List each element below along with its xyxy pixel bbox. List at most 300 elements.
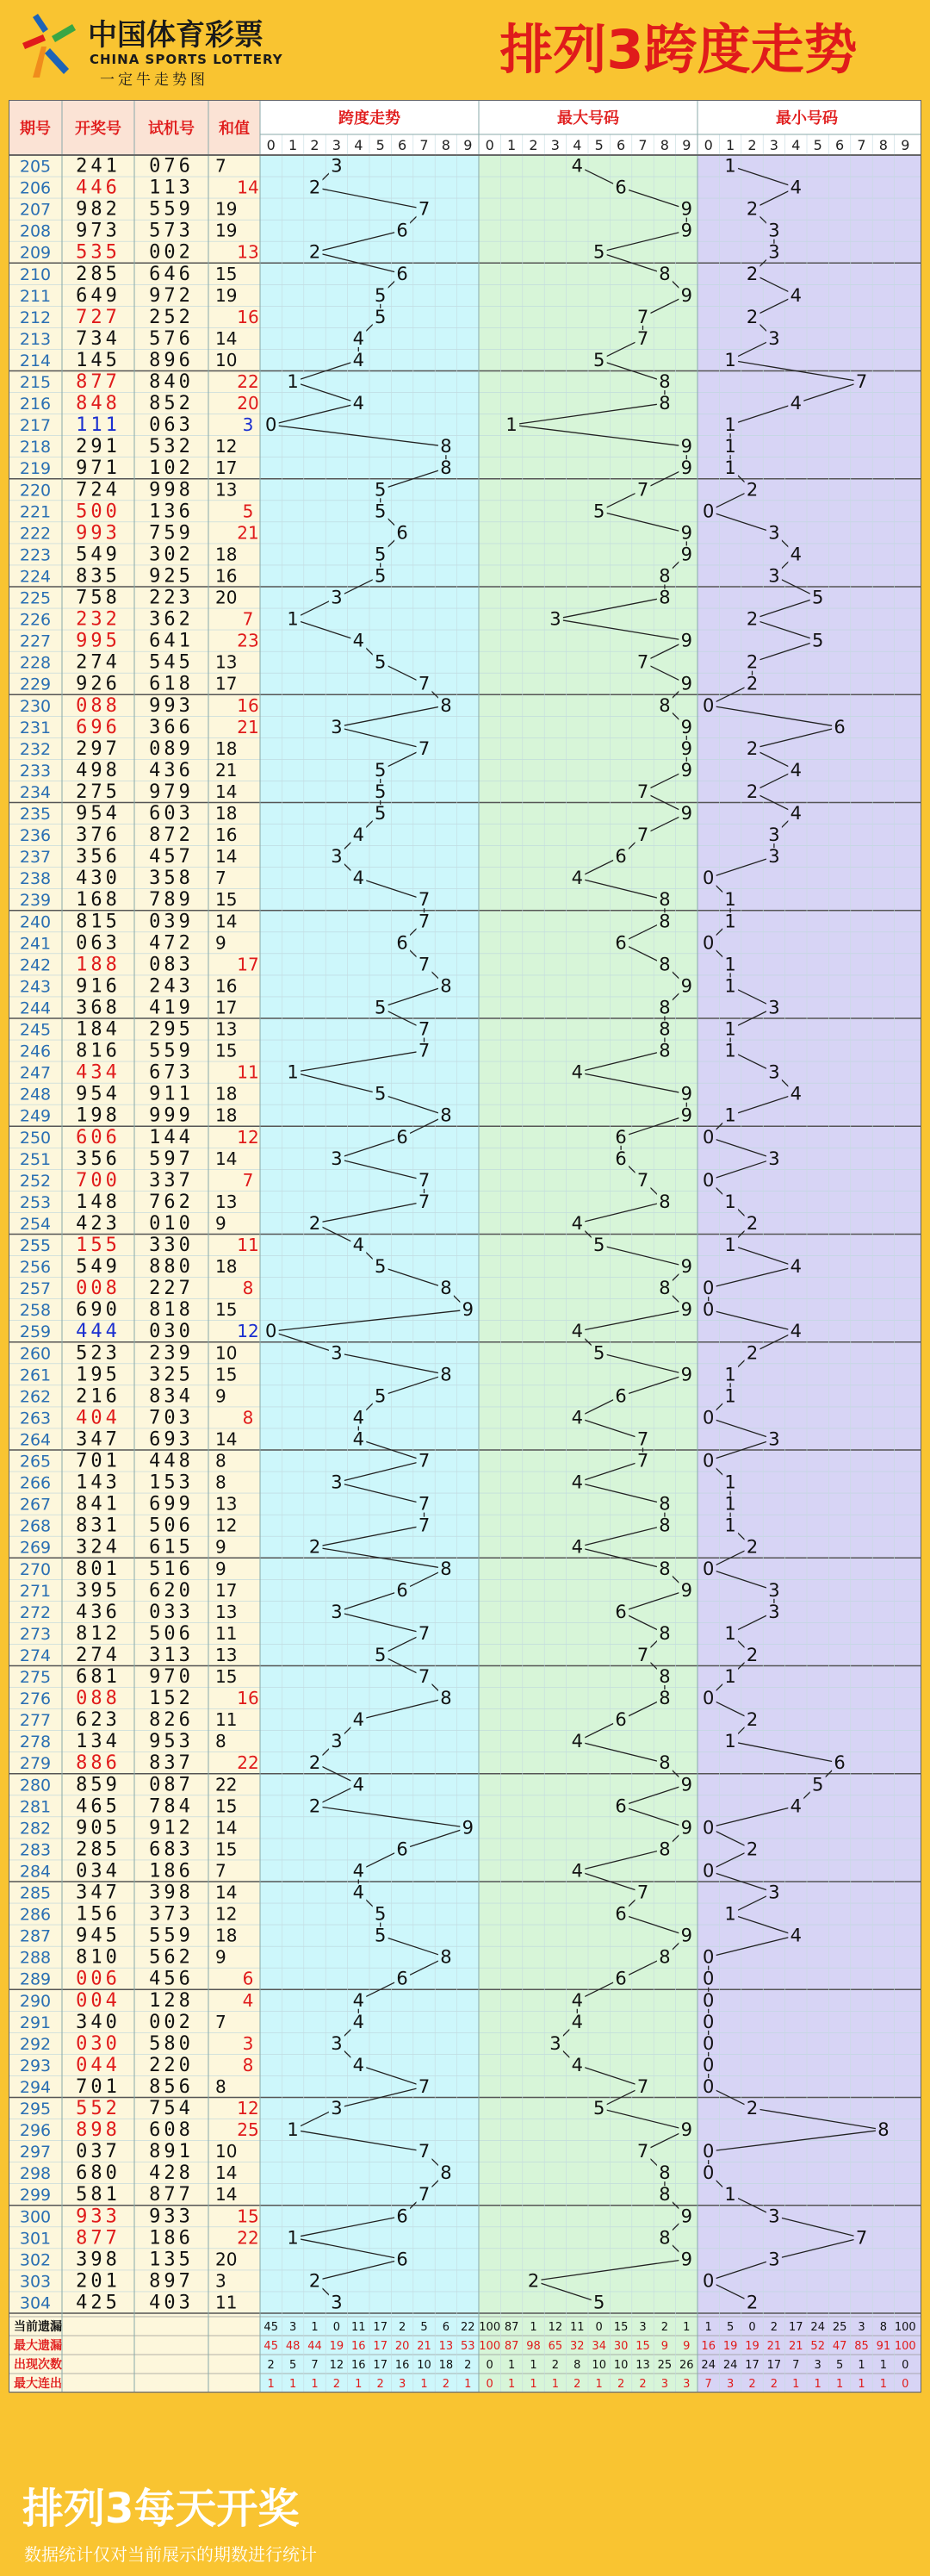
trial-number: 972 (149, 284, 194, 307)
trial-number: 559 (149, 198, 194, 221)
draw-number: 398 (76, 2249, 121, 2271)
span-stat-value: 13 (438, 2340, 454, 2353)
span-marker: 8 (440, 1688, 452, 1709)
min-marker: 0 (703, 1558, 715, 1579)
draw-number: 877 (76, 2227, 121, 2249)
trial-number: 330 (149, 1235, 194, 1257)
draw-number: 195 (76, 1364, 121, 1386)
span-marker: 4 (352, 393, 364, 414)
span-marker: 2 (308, 241, 321, 263)
issue-cell: 218 (19, 438, 52, 457)
min-marker: 1 (724, 1472, 736, 1493)
span-marker: 0 (265, 1321, 277, 1342)
min-stat-value: 24 (810, 2321, 825, 2334)
trial-number: 457 (149, 846, 194, 868)
span-marker: 7 (418, 1666, 431, 1688)
trial-number: 580 (149, 2032, 194, 2055)
span-marker: 1 (287, 1061, 299, 1083)
min-marker: 4 (790, 1925, 802, 1946)
header-digit-min: 4 (791, 137, 801, 153)
max-marker: 6 (615, 1148, 627, 1169)
draw-number: 727 (76, 306, 121, 328)
max-marker: 7 (636, 1428, 649, 1450)
issue-cell: 229 (19, 675, 52, 694)
issue-cell: 220 (19, 481, 52, 501)
issue-cell: 231 (19, 718, 52, 737)
trial-number: 784 (149, 1795, 194, 1818)
issue-cell: 253 (19, 1192, 52, 1212)
span-marker: 6 (396, 2249, 408, 2270)
issue-cell: 257 (19, 1279, 52, 1299)
max-marker: 8 (659, 1622, 671, 1644)
min-marker: 1 (724, 911, 736, 932)
min-marker: 2 (746, 737, 759, 759)
issue-cell: 296 (19, 2121, 52, 2141)
min-marker: 1 (724, 954, 736, 975)
issue-cell: 222 (19, 524, 52, 544)
min-marker: 4 (790, 177, 802, 198)
span-marker: 4 (352, 1235, 364, 1256)
max-marker: 6 (615, 1903, 627, 1925)
max-stat-value: 98 (526, 2340, 541, 2353)
issue-cell: 223 (19, 545, 52, 565)
max-marker: 9 (680, 1774, 692, 1795)
span-marker: 4 (352, 824, 364, 846)
draw-number: 835 (76, 565, 121, 588)
issue-cell: 255 (19, 1236, 52, 1256)
draw-number: 444 (76, 1321, 121, 1343)
issue-cell: 244 (19, 999, 52, 1018)
span-stat-value: 19 (329, 2340, 344, 2353)
span-marker: 2 (308, 1212, 321, 1234)
header-digit-max: 7 (638, 137, 648, 153)
sum-value: 18 (215, 1104, 238, 1126)
min-stat-value: 21 (789, 2340, 803, 2353)
logo-mark (22, 14, 76, 78)
sum-value: 22 (237, 2227, 259, 2249)
trial-number: 603 (149, 803, 194, 825)
sum-value: 8 (215, 2075, 226, 2097)
trial-number: 472 (149, 932, 194, 955)
span-marker: 8 (440, 1104, 452, 1126)
min-marker: 3 (768, 1882, 780, 1903)
issue-cell: 206 (19, 178, 52, 198)
issue-cell: 297 (19, 2143, 52, 2162)
issue-cell: 274 (19, 1646, 52, 1665)
min-marker: 0 (703, 1169, 715, 1191)
max-marker: 9 (680, 2206, 692, 2227)
sum-value: 18 (215, 1256, 238, 1278)
max-marker: 4 (571, 2054, 583, 2075)
span-marker: 4 (352, 868, 364, 889)
max-marker: 4 (571, 1536, 583, 1558)
max-marker: 9 (680, 673, 692, 694)
min-stat-value: 100 (894, 2340, 916, 2353)
draw-number: 037 (76, 2141, 121, 2163)
span-marker: 2 (308, 2270, 321, 2292)
sum-value: 20 (215, 2249, 238, 2270)
trial-number: 762 (149, 1191, 194, 1213)
trial-number: 673 (149, 1061, 194, 1084)
min-marker: 0 (703, 932, 715, 954)
draw-number: 285 (76, 263, 121, 285)
max-marker: 9 (680, 630, 692, 651)
draw-number: 216 (76, 1385, 121, 1408)
trial-number: 545 (149, 651, 194, 674)
min-marker: 6 (834, 1752, 846, 1774)
span-marker: 8 (440, 1364, 452, 1385)
max-stat-value: 0 (486, 2378, 493, 2391)
draw-number: 898 (76, 2119, 121, 2142)
min-marker: 1 (724, 1018, 736, 1040)
min-marker: 4 (790, 1321, 802, 1342)
min-marker: 0 (703, 2075, 715, 2097)
max-stat-value: 15 (636, 2340, 650, 2353)
trial-number: 999 (149, 1104, 194, 1127)
sum-value: 22 (237, 1752, 259, 1774)
logo-en: CHINA SPORTS LOTTERY (90, 52, 283, 67)
sum-value: 8 (242, 2054, 254, 2075)
sum-value: 13 (215, 1601, 238, 1622)
sum-value: 10 (215, 2141, 238, 2162)
max-marker: 4 (571, 1989, 583, 2011)
max-stat-value: 2 (639, 2378, 647, 2391)
min-marker: 0 (703, 868, 715, 889)
sum-value: 17 (215, 673, 238, 694)
sum-value: 11 (215, 1709, 238, 1731)
header (0, 0, 930, 100)
span-marker: 8 (440, 2162, 452, 2184)
max-marker: 7 (636, 306, 649, 327)
min-stat-value: 1 (792, 2378, 800, 2391)
min-marker: 4 (790, 759, 802, 781)
max-stat-value: 3 (660, 2378, 669, 2391)
trial-number: 970 (149, 1666, 194, 1689)
issue-cell: 251 (19, 1149, 52, 1169)
trial-number: 641 (149, 630, 194, 652)
sum-value: 7 (242, 1169, 254, 1191)
draw-number: 184 (76, 1018, 121, 1041)
min-marker: 1 (724, 1104, 736, 1126)
span-marker: 4 (352, 2054, 364, 2075)
issue-cell: 239 (19, 891, 52, 911)
sum-value: 4 (242, 1989, 254, 2011)
trial-number: 366 (149, 716, 194, 738)
min-marker: 4 (790, 803, 802, 824)
max-stat-value: 1 (551, 2378, 560, 2391)
min-marker: 3 (768, 327, 780, 349)
max-marker: 9 (680, 220, 692, 241)
span-stat-value: 18 (438, 2359, 454, 2372)
span-marker: 4 (352, 1882, 364, 1903)
sum-value: 12 (215, 1903, 238, 1925)
span-marker: 5 (375, 306, 387, 327)
trial-number: 030 (149, 1321, 194, 1343)
max-marker: 5 (593, 2098, 605, 2119)
trial-number: 436 (149, 759, 194, 781)
max-marker: 9 (680, 1579, 692, 1601)
max-marker: 9 (680, 457, 692, 479)
span-marker: 2 (308, 1536, 321, 1558)
issue-cell: 254 (19, 1214, 52, 1234)
span-marker: 5 (375, 1903, 387, 1925)
max-stat-value: 11 (570, 2321, 585, 2334)
issue-cell: 258 (19, 1301, 52, 1321)
min-stat-value: 17 (766, 2359, 782, 2372)
trial-number: 186 (149, 2227, 194, 2249)
span-marker: 7 (418, 2184, 431, 2206)
max-stat-value: 100 (479, 2340, 501, 2353)
draw-number: 933 (76, 2206, 121, 2228)
trial-number: 135 (149, 2249, 194, 2271)
issue-cell: 303 (19, 2272, 52, 2292)
span-marker: 8 (440, 436, 452, 457)
sum-value: 8 (215, 1450, 226, 1472)
span-marker: 3 (331, 587, 343, 608)
max-marker: 4 (571, 2011, 583, 2032)
draw-number: 971 (76, 457, 121, 480)
draw-number: 815 (76, 911, 121, 933)
span-stat-value: 7 (311, 2359, 319, 2372)
span-marker: 3 (331, 716, 343, 737)
issue-cell: 264 (19, 1430, 52, 1450)
span-marker: 1 (287, 371, 299, 393)
min-marker: 0 (703, 1407, 715, 1428)
draw-number: 816 (76, 1040, 121, 1062)
trial-number: 576 (149, 327, 194, 350)
max-marker: 9 (680, 737, 692, 759)
span-marker: 3 (331, 2292, 343, 2313)
header-digit-max: 0 (485, 137, 494, 153)
max-marker: 4 (571, 1212, 583, 1234)
max-marker: 7 (636, 651, 649, 673)
sum-value: 25 (237, 2119, 259, 2141)
header-digit-max: 4 (573, 137, 582, 153)
max-marker: 9 (680, 1299, 692, 1321)
issue-cell: 214 (19, 351, 52, 370)
max-stat-value: 65 (548, 2340, 563, 2353)
draw-number: 465 (76, 1795, 121, 1818)
min-marker: 0 (703, 2162, 715, 2184)
max-marker: 8 (659, 1515, 671, 1536)
min-marker: 0 (703, 1299, 715, 1321)
max-marker: 7 (636, 1644, 649, 1665)
sum-value: 12 (237, 1126, 259, 1148)
header-digit-max: 5 (594, 137, 604, 153)
max-marker: 8 (659, 997, 671, 1018)
draw-number: 859 (76, 1774, 121, 1796)
sum-value: 8 (215, 1472, 226, 1493)
issue-cell: 304 (19, 2293, 52, 2313)
issue-cell: 217 (19, 416, 52, 436)
sum-value: 16 (237, 694, 259, 716)
issue-cell: 277 (19, 1711, 52, 1731)
issue-cell: 248 (19, 1085, 52, 1104)
min-marker: 1 (724, 889, 736, 911)
max-marker: 9 (680, 1083, 692, 1104)
sum-value: 19 (215, 220, 238, 241)
header-min: 最小号码 (776, 109, 838, 128)
sum-value: 18 (215, 1083, 238, 1104)
max-marker: 6 (615, 1601, 627, 1622)
span-marker: 5 (375, 997, 387, 1018)
span-marker: 7 (418, 1040, 431, 1061)
max-marker: 8 (659, 1191, 671, 1212)
draw-number: 134 (76, 1731, 121, 1753)
max-marker: 6 (615, 932, 627, 954)
draw-number: 810 (76, 1946, 121, 1969)
issue-cell: 219 (19, 459, 52, 479)
draw-number: 143 (76, 1472, 121, 1494)
span-stat-value: 1 (311, 2321, 319, 2334)
issue-cell: 232 (19, 739, 52, 759)
draw-number: 498 (76, 759, 121, 781)
sum-value: 14 (215, 327, 238, 349)
sum-value: 14 (215, 1882, 238, 1903)
trial-number: 880 (149, 1256, 194, 1279)
draw-number: 156 (76, 1903, 121, 1926)
issue-cell: 212 (19, 308, 52, 327)
issue-cell: 287 (19, 1926, 52, 1946)
span-stat-value: 3 (398, 2378, 406, 2391)
min-stat-value: 1 (704, 2321, 712, 2334)
span-marker: 8 (440, 457, 452, 479)
sum-value: 8 (215, 1731, 226, 1752)
draw-number: 430 (76, 868, 121, 890)
trial-number: 325 (149, 1364, 194, 1386)
sum-value: 10 (215, 1342, 238, 1364)
span-marker: 7 (418, 889, 431, 911)
trial-number: 506 (149, 1622, 194, 1645)
header-issue: 期号 (20, 120, 51, 138)
header-digit-min: 7 (857, 137, 866, 153)
trial-number: 897 (149, 2270, 194, 2293)
issue-cell: 227 (19, 632, 52, 651)
issue-cell: 228 (19, 653, 52, 673)
min-stat-value: 52 (810, 2340, 825, 2353)
sum-value: 23 (237, 630, 259, 651)
sum-value: 13 (215, 1018, 238, 1040)
sum-value: 12 (215, 1515, 238, 1536)
issue-cell: 205 (19, 157, 52, 177)
sum-value: 3 (242, 414, 254, 436)
max-stat-value: 0 (595, 2321, 603, 2334)
header-digit-max: 1 (507, 137, 517, 153)
header-digit-min: 3 (769, 137, 778, 153)
span-marker: 1 (287, 2119, 299, 2141)
trial-number: 872 (149, 824, 194, 847)
min-marker: 0 (703, 1817, 715, 1839)
trial-number: 362 (149, 608, 194, 631)
sum-value: 15 (215, 889, 238, 911)
sum-value: 15 (215, 1795, 238, 1817)
min-marker: 2 (746, 1839, 759, 1860)
trial-number: 559 (149, 1925, 194, 1947)
draw-number: 680 (76, 2162, 121, 2185)
min-marker: 0 (703, 1946, 715, 1968)
max-marker: 8 (659, 1839, 671, 1860)
min-marker: 0 (703, 1688, 715, 1709)
min-marker: 0 (703, 1126, 715, 1148)
draw-number: 581 (76, 2184, 121, 2206)
draw-number: 436 (76, 1601, 121, 1623)
sum-value: 9 (215, 1946, 226, 1968)
trial-number: 113 (149, 177, 194, 199)
sum-value: 12 (237, 1321, 259, 1342)
span-stat-value: 16 (394, 2359, 410, 2372)
trial-number: 891 (149, 2141, 194, 2163)
span-marker: 8 (440, 1558, 452, 1579)
span-marker: 8 (440, 1278, 452, 1299)
span-stat-value: 16 (351, 2359, 366, 2372)
draw-number: 006 (76, 1968, 121, 1990)
min-marker: 3 (768, 824, 780, 846)
sum-value: 13 (215, 479, 238, 501)
issue-cell: 293 (19, 2056, 52, 2075)
sum-value: 12 (215, 436, 238, 457)
span-stat-value: 2 (267, 2359, 275, 2372)
footer-title: 排列3每天开奖 (22, 2485, 300, 2533)
header-digit-min: 1 (726, 137, 735, 153)
min-stat-value: 21 (766, 2340, 782, 2353)
trial-number: 083 (149, 954, 194, 976)
issue-cell: 250 (19, 1128, 52, 1148)
trial-number: 693 (149, 1428, 194, 1451)
trial-number: 295 (149, 1018, 194, 1041)
issue-cell: 261 (19, 1366, 52, 1385)
max-stat-value: 12 (548, 2321, 563, 2334)
min-stat-value: 1 (879, 2359, 888, 2372)
sum-value: 14 (215, 1817, 238, 1839)
span-marker: 5 (375, 1644, 387, 1665)
max-marker: 7 (636, 479, 649, 501)
max-stat-value: 1 (530, 2359, 537, 2372)
issue-cell: 256 (19, 1258, 52, 1278)
span-stat-value: 44 (307, 2340, 322, 2353)
span-stat-value: 48 (285, 2340, 301, 2353)
span-marker: 6 (396, 2206, 408, 2227)
min-stat-value: 2 (770, 2321, 778, 2334)
header-digit-span: 0 (266, 137, 276, 153)
min-marker: 3 (768, 846, 780, 868)
sum-value: 7 (215, 155, 226, 177)
sum-value: 19 (215, 198, 238, 220)
draw-number: 340 (76, 2011, 121, 2033)
span-stat-value: 16 (351, 2340, 366, 2353)
issue-cell: 299 (19, 2186, 52, 2206)
span-marker: 7 (418, 1493, 431, 1515)
max-marker: 8 (659, 587, 671, 608)
max-stat-value: 2 (551, 2359, 560, 2372)
span-marker: 7 (418, 1169, 431, 1191)
min-marker: 2 (746, 651, 759, 673)
min-stat-value: 47 (832, 2340, 847, 2353)
min-stat-value: 3 (814, 2359, 822, 2372)
max-marker: 8 (659, 2184, 671, 2206)
trial-number: 063 (149, 414, 194, 437)
sum-value: 14 (215, 1428, 238, 1450)
trial-number: 559 (149, 1040, 194, 1062)
trial-number: 144 (149, 1126, 194, 1148)
max-marker: 4 (571, 1321, 583, 1342)
max-marker: 8 (659, 1946, 671, 1968)
span-marker: 4 (352, 349, 364, 370)
span-stat-value: 17 (373, 2359, 388, 2372)
trial-number: 759 (149, 522, 194, 544)
sum-value: 14 (215, 1148, 238, 1169)
draw-number: 696 (76, 716, 121, 738)
span-marker: 5 (375, 1083, 387, 1104)
